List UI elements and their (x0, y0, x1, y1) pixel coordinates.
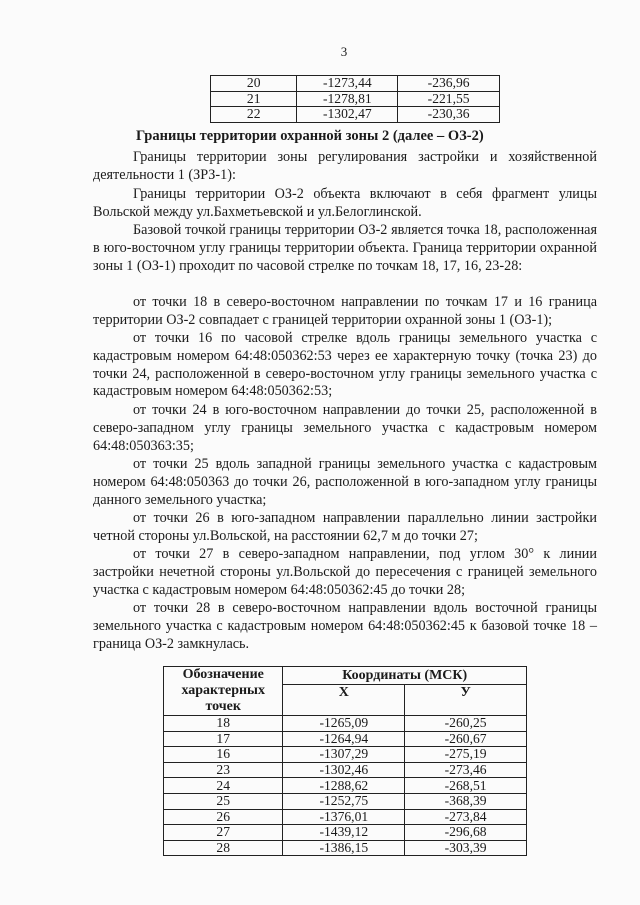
coord-x: -1252,75 (283, 793, 405, 809)
table-row (211, 91, 500, 107)
coord-x: -1264,94 (283, 731, 405, 747)
header-point: Обозначение характерных точек (164, 667, 283, 716)
coord-y: -260,25 (405, 716, 527, 732)
point-id: 27 (164, 825, 283, 841)
coord-x: -1273,44 (297, 76, 398, 92)
continued-coordinates-table (210, 75, 500, 123)
coord-y: -221,55 (398, 91, 500, 107)
header-y: У (405, 685, 527, 716)
point-id: 17 (164, 731, 283, 747)
coord-x: -1307,29 (283, 747, 405, 763)
table-row (164, 793, 527, 809)
table-row (164, 762, 527, 778)
header-x: Х (283, 685, 405, 716)
table-row (164, 825, 527, 841)
point-id: 21 (211, 91, 297, 107)
coord-y: -236,96 (398, 76, 500, 92)
paragraph: Границы территории зоны регулирования застройки и хозяйственной деятельности 1 (ЗРЗ-1): (93, 149, 597, 183)
coord-y: -260,67 (405, 731, 527, 747)
coord-x: -1265,09 (283, 716, 405, 732)
coord-y: -275,19 (405, 747, 527, 763)
header-coords: Координаты (МСК) (283, 667, 527, 685)
table-row (164, 731, 527, 747)
paragraph: от точки 18 в северо-восточном направлении по точкам 17 и 16 граница территории ОЗ-2 совпадает с границей территории охранной зоны 1 (ОЗ-1); (93, 294, 597, 328)
point-id: 20 (211, 76, 297, 92)
coordinates-table (163, 666, 527, 856)
coord-x: -1302,47 (297, 107, 398, 123)
coord-y: -303,39 (405, 840, 527, 856)
paragraph: Границы территории ОЗ-2 объекта включают в себя фрагмент улицы Вольской между ул.Бахметьевской и ул.Белоглинской. (93, 186, 597, 220)
table-row (164, 747, 527, 763)
table-row (211, 107, 500, 123)
coord-x: -1439,12 (283, 825, 405, 841)
point-id: 24 (164, 778, 283, 794)
coord-y: -273,46 (405, 762, 527, 778)
paragraph: от точки 26 в юго-западном направлении параллельно линии застройки четной стороны ул.Вольской, на расстоянии 62,7 м до точки 27; (93, 510, 597, 544)
paragraph: от точки 28 в северо-восточном направлении вдоль восточной границы земельного участка с кадастровым номером 64:48:050362:45 к базовой точке 18 – граница ОЗ-2 замкнулась. (93, 600, 597, 652)
paragraph: от точки 27 в северо-западном направлении, под углом 30° к линии застройки нечетной стороны ул.Вольской до пересечения с границей земельного участка с кадастровым номером 64:48:050362:45 до точки 28; (93, 546, 597, 598)
coord-y: -268,51 (405, 778, 527, 794)
coord-x: -1278,81 (297, 91, 398, 107)
point-id: 23 (164, 762, 283, 778)
coord-x: -1302,46 (283, 762, 405, 778)
coord-y: -273,84 (405, 809, 527, 825)
coord-y: -230,36 (398, 107, 500, 123)
point-id: 22 (211, 107, 297, 123)
section-heading: Границы территории охранной зоны 2 (далее – ОЗ-2) (136, 128, 484, 144)
table-row (164, 840, 527, 856)
table-header-row (164, 667, 527, 685)
paragraph: от точки 24 в юго-восточном направлении до точки 25, расположенной в северо-западном углу границы земельного участка с кадастровым номером 64:48:050363:35; (93, 402, 597, 454)
point-id: 28 (164, 840, 283, 856)
point-id: 16 (164, 747, 283, 763)
coord-x: -1288,62 (283, 778, 405, 794)
point-id: 26 (164, 809, 283, 825)
table-row (164, 809, 527, 825)
coord-x: -1376,01 (283, 809, 405, 825)
table-row (164, 778, 527, 794)
coord-y: -368,39 (405, 793, 527, 809)
point-id: 18 (164, 716, 283, 732)
paragraph: Базовой точкой границы территории ОЗ-2 является точка 18, расположенная в юго-восточном углу границы территории объекта. Граница территории охранной зоны 1 (ОЗ-1) проходит по часовой стрелке по точкам 18, 17, 16, 23-28: (93, 222, 597, 274)
table-row (211, 76, 500, 92)
point-id: 25 (164, 793, 283, 809)
page-number: 3 (340, 44, 348, 59)
coord-x: -1386,15 (283, 840, 405, 856)
paragraph: от точки 16 по часовой стрелке вдоль границы земельного участка с кадастровым номером 64:48:050362:53 через ее характерную точку (точка 23) до точки 24, расположенной в северо-восточном углу границы земельного участка с кадастровым номером 64:48:050362:53; (93, 330, 597, 400)
table-row (164, 716, 527, 732)
paragraph: от точки 25 вдоль западной границы земельного участка с кадастровым номером 64:48:050363 до точки 26, расположенной в юго-западном углу границы данного земельного участка; (93, 456, 597, 508)
coord-y: -296,68 (405, 825, 527, 841)
